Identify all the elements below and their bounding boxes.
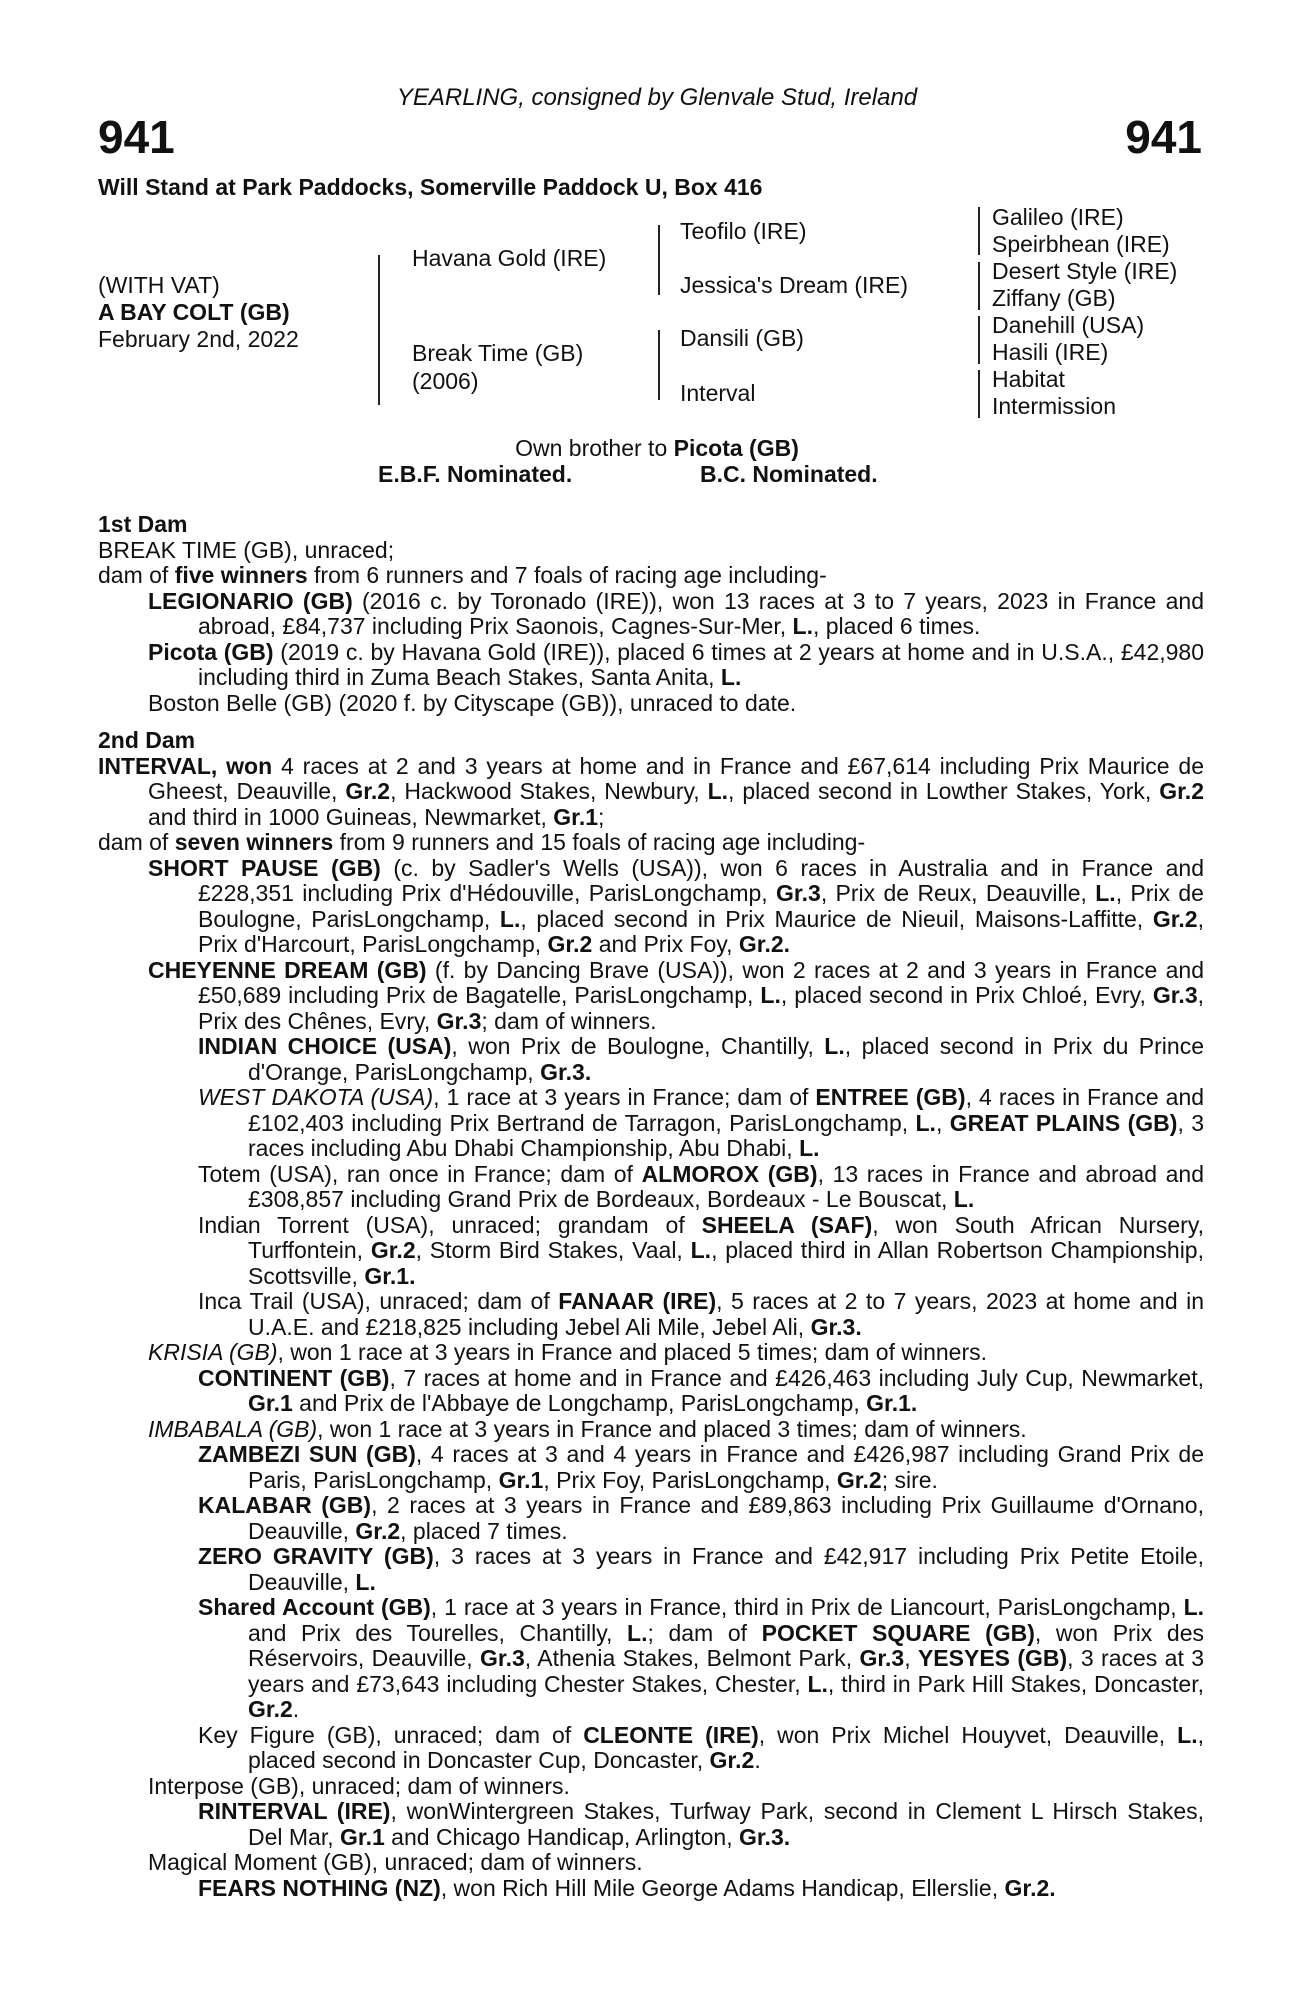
- horse-name: A BAY COLT (GB): [98, 299, 290, 325]
- produce-imbabala: IMBABALA (GB), won 1 race at 3 years in France and placed 3 times; dam of winners.: [148, 1415, 1027, 1442]
- own-brother-note: Own brother to Picota (GB): [515, 435, 799, 461]
- granddam-line-4: Ziffany (GB): [992, 285, 1116, 311]
- granddam-line-1: Galileo (IRE): [992, 204, 1124, 230]
- pedigree-brace-dam: [658, 330, 660, 400]
- second-dam-section: [98, 728, 1204, 1901]
- second-dam-heading: 2nd Dam: [98, 727, 196, 753]
- lot-number-right: 941: [1125, 111, 1202, 163]
- sire-sire: Teofilo (IRE): [680, 218, 807, 244]
- produce-shared-account: Shared Account (GB), 1 race at 3 years in France, third in Prix de Liancourt, ParisLongchamp, L. and Prix des Tourelles, Chantilly, L.; dam of POCKET SQUARE (GB), won Prix des Réservoirs, Deauville, Gr.3, Athenia Stakes, Belmont Park, Gr.3, YESYES (GB), 3 races at 3 years and £73,643 including Chester Stakes, Chester, L., third in Park Hill Stakes, Doncaster, Gr.2.: [198, 1594, 1205, 1722]
- ebf-nominated: E.B.F. Nominated.: [378, 461, 573, 487]
- pedigree-brace-main: [378, 255, 380, 405]
- sire-dam: Jessica's Dream (IRE): [680, 272, 909, 298]
- granddam-line-5: Danehill (USA): [992, 312, 1145, 338]
- brace-g4: [978, 370, 980, 418]
- produce-indian-choice: INDIAN CHOICE (USA), won Prix de Boulogne, Chantilly, L., placed second in Prix du Prince d'Orange, ParisLongchamp, Gr.3.: [198, 1033, 1204, 1085]
- granddam-line-8: Intermission: [992, 393, 1116, 419]
- interval-record: INTERVAL, won 4 races at 2 and 3 years at home and in France and £67,614 including Prix Maurice de Gheest, Deauville, Gr.2, Hackwood Stakes, Newbury, L., placed second in Lowther Stakes, York, Gr.2 and third in 1000 Guineas, Newmarket, Gr.1;: [98, 752, 1204, 830]
- granddam-line-7: Habitat: [992, 366, 1065, 392]
- produce-fears-nothing: FEARS NOTHING (NZ), won Rich Hill Mile George Adams Handicap, Ellerslie, Gr.2.: [198, 1874, 1056, 1901]
- produce-continent: CONTINENT (GB), 7 races at home and in France and £426,463 including July Cup, Newmarket, Gr.1 and Prix de l'Abbaye de Longchamp, ParisLongchamp, Gr.1.: [198, 1364, 1204, 1416]
- produce-inca-trail: Inca Trail (USA), unraced; dam of FANAAR (IRE), 5 races at 2 to 7 years, 2023 at home and in U.A.E. and £218,825 including Jebel Ali Mile, Jebel Ali, Gr.3.: [198, 1288, 1205, 1340]
- first-dam-produce-line: dam of five winners from 6 runners and 7 foals of racing age including-: [98, 562, 827, 588]
- vat-note: (WITH VAT): [98, 272, 220, 298]
- horse-dob: February 2nd, 2022: [98, 326, 299, 352]
- produce-legionario: LEGIONARIO (GB) (2016 c. by Toronado (IRE)), won 13 races at 3 to 7 years, 2023 in France and abroad, £84,737 including Prix Saonois, Cagnes-Sur-Mer, L., placed 6 times.: [148, 587, 1204, 639]
- produce-krisia: KRISIA (GB), won 1 race at 3 years in France and placed 5 times; dam of winners.: [148, 1339, 988, 1365]
- produce-kalabar: KALABAR (GB), 2 races at 3 years in France and £89,863 including Prix Guillaume d'Ornano, Deauville, Gr.2, placed 7 times.: [198, 1492, 1204, 1544]
- produce-zambezi-sun: ZAMBEZI SUN (GB), 4 races at 3 and 4 years in France and £426,987 including Grand Prix de Paris, ParisLongchamp, Gr.1, Prix Foy, ParisLongchamp, Gr.2; sire.: [198, 1441, 1204, 1493]
- first-dam-name-line: BREAK TIME (GB), unraced;: [98, 536, 395, 563]
- produce-key-figure: Key Figure (GB), unraced; dam of CLEONTE (IRE), won Prix Michel Houyvet, Deauville, L., placed second in Doncaster Cup, Doncaster, Gr.2.: [198, 1721, 1204, 1773]
- produce-rinterval: RINTERVAL (IRE), wonWintergreen Stakes, Turfway Park, second in Clement L Hirsch Stakes, Del Mar, Gr.1 and Chicago Handicap, Arlington, Gr.3.: [198, 1798, 1204, 1850]
- first-dam-heading: 1st Dam: [98, 511, 188, 537]
- stand-location: Will Stand at Park Paddocks, Somerville Paddock U, Box 416: [98, 174, 763, 200]
- produce-west-dakota: WEST DAKOTA (USA), 1 race at 3 years in France; dam of ENTREE (GB), 4 races in France and £102,403 including Prix Bertrand de Tarragon, ParisLongchamp, L., GREAT PLAINS (GB), 3 races including Abu Dhabi Championship, Abu Dhabi, L.: [198, 1084, 1205, 1161]
- sire: Havana Gold (IRE): [412, 245, 607, 271]
- granddam-line-2: Speirbhean (IRE): [992, 231, 1170, 257]
- produce-interpose: Interpose (GB), unraced; dam of winners.: [148, 1772, 570, 1799]
- produce-zero-gravity: ZERO GRAVITY (GB), 3 races at 3 years in France and £42,917 including Prix Petite Etoile, Deauville, L.: [198, 1543, 1205, 1595]
- pedigree-brace-sire: [658, 225, 660, 295]
- consignment-subtitle: YEARLING, consigned by Glenvale Stud, Ireland: [396, 84, 918, 111]
- dam: Break Time (GB): [412, 340, 584, 366]
- brace-g3: [978, 316, 980, 364]
- produce-magical-moment: Magical Moment (GB), unraced; dam of winners.: [148, 1849, 643, 1875]
- interval-produce-line: dam of seven winners from 9 runners and 15 foals of racing age including-: [98, 829, 866, 855]
- produce-cheyenne-dream: CHEYENNE DREAM (GB) (f. by Dancing Brave (USA)), won 2 races at 2 and 3 years in France and £50,689 including Prix de Bagatelle, ParisLongchamp, L., placed second in Prix Chloé, Evry, Gr.3, Prix des Chênes, Evry, Gr.3; dam of winners.: [148, 956, 1205, 1034]
- brace-g1: [978, 207, 980, 255]
- granddam-line-3: Desert Style (IRE): [992, 258, 1178, 284]
- first-dam-section: [98, 512, 1204, 716]
- produce-indian-torrent: Indian Torrent (USA), unraced; grandam of SHEELA (SAF), won South African Nursery, Turffontein, Gr.2, Storm Bird Stakes, Vaal, L., placed third in Allan Robertson Championship, Scottsville, Gr.1.: [198, 1211, 1205, 1289]
- produce-totem: Totem (USA), ran once in France; dam of ALMOROX (GB), 13 races in France and abroad and £308,857 including Grand Prix de Bordeaux, Bordeaux - Le Bouscat, L.: [198, 1160, 1205, 1212]
- granddam-line-6: Hasili (IRE): [992, 339, 1109, 365]
- brace-g2: [978, 262, 980, 310]
- dam-year: (2006): [412, 368, 479, 394]
- bc-nominated: B.C. Nominated.: [700, 461, 878, 487]
- lot-number-left: 941: [98, 111, 175, 163]
- produce-boston-belle: Boston Belle (GB) (2020 f. by Cityscape (GB)), unraced to date.: [148, 689, 797, 716]
- dam-dam: Interval: [680, 380, 756, 406]
- produce-short-pause: SHORT PAUSE (GB) (c. by Sadler's Wells (USA)), won 6 races in Australia and in France and £228,351 including Prix d'Hédouville, ParisLongchamp, Gr.3, Prix de Reux, Deauville, L., Prix de Boulogne, ParisLongchamp, L., placed second in Prix Maurice de Nieuil, Maisons-Laffitte, Gr.2, Prix d'Harcourt, ParisLongchamp, Gr.2 and Prix Foy, Gr.2.: [148, 854, 1204, 957]
- dam-sire: Dansili (GB): [680, 325, 804, 351]
- produce-picota: Picota (GB) (2019 c. by Havana Gold (IRE)), placed 6 times at 2 years at home and in U.S.A., £42,980 including third in Zuma Beach Stakes, Santa Anita, L.: [148, 638, 1205, 690]
